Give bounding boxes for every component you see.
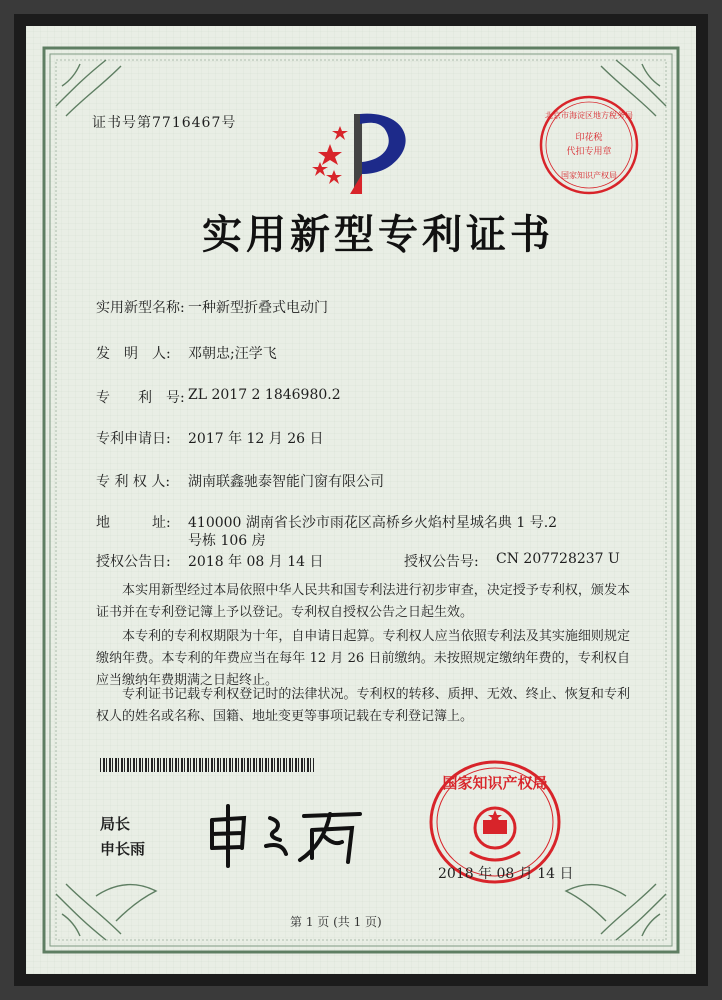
address-line-2: 号栋 106 房 — [188, 533, 266, 549]
tax-seal-inner-2: 代扣专用章 — [566, 147, 612, 157]
utility-name-value: 一种新型折叠式电动门 — [188, 300, 328, 316]
filing-date-label: 专利申请日: — [96, 431, 171, 447]
grant-date-value: 2018 年 08 月 14 日 — [188, 554, 324, 570]
utility-name-label: 实用新型名称: — [96, 300, 185, 316]
seal-date: 2018 年 08 月 14 日 — [438, 866, 574, 882]
paragraph-grant: 本实用新型经过本局依照中华人民共和国专利法进行初步审查，决定授予专利权，颁发本证书并在专利登记簿上予以登记。专利权自授权公告之日起生效。 — [96, 583, 630, 620]
certificate-number: 证书号第7716467号 — [92, 115, 237, 131]
paragraph-legal-status: 专利证书记载专利权登记时的法律状况。专利权的转移、质押、无效、终止、恢复和专利权人的姓名或名称、国籍、地址变更等事项记载在专利登记簿上。 — [96, 687, 630, 724]
inventor-label: 发 明 人: — [96, 346, 171, 362]
tax-seal-top-text: 北京市海淀区地方税务局 — [545, 111, 633, 120]
patent-no-label: 专 利 号: — [96, 390, 185, 406]
tax-seal-inner-1: 印花税 — [575, 133, 603, 143]
signatory-name: 申长雨 — [100, 840, 146, 858]
seal-big-text: 国家知识产权局 — [442, 774, 548, 792]
tax-seal-bottom-text: 国家知识产权局 — [561, 171, 617, 180]
inventor-value: 邓朝忠;汪学飞 — [188, 346, 277, 362]
tax-stamp-seal — [536, 92, 642, 198]
patentee-label: 专 利 权 人: — [96, 474, 171, 490]
barcode — [100, 758, 314, 772]
grant-no-label: 授权公告号: — [404, 554, 479, 570]
address-line-1: 410000 湖南省长沙市雨花区高桥乡火焰村星城名典 1 号.2 — [188, 515, 558, 531]
signatory-title: 局长 — [100, 815, 131, 833]
patentee-value: 湖南联鑫驰泰智能门窗有限公司 — [188, 474, 384, 490]
handwritten-signature — [200, 800, 370, 870]
patent-no-value: ZL 2017 2 1846980.2 — [188, 387, 341, 403]
grant-date-label: 授权公告日: — [96, 554, 171, 570]
paragraph-term: 本专利的专利权期限为十年，自申请日起算。专利权人应当依照专利法及其实施细则规定缴纳年费。本专利的年费应当在每年 12 月 26 日前缴纳。未按照规定缴纳年费的，专利权自应当缴纳年费期满之日起终止。 — [96, 629, 630, 688]
address-label: 地 址: — [96, 515, 171, 531]
page-info: 第 1 页 (共 1 页) — [290, 915, 382, 929]
certificate-title: 实用新型专利证书 — [202, 211, 554, 258]
cnipa-logo — [310, 104, 422, 200]
grant-no-value: CN 207728237 U — [496, 551, 620, 567]
filing-date-value: 2017 年 12 月 26 日 — [188, 431, 324, 447]
